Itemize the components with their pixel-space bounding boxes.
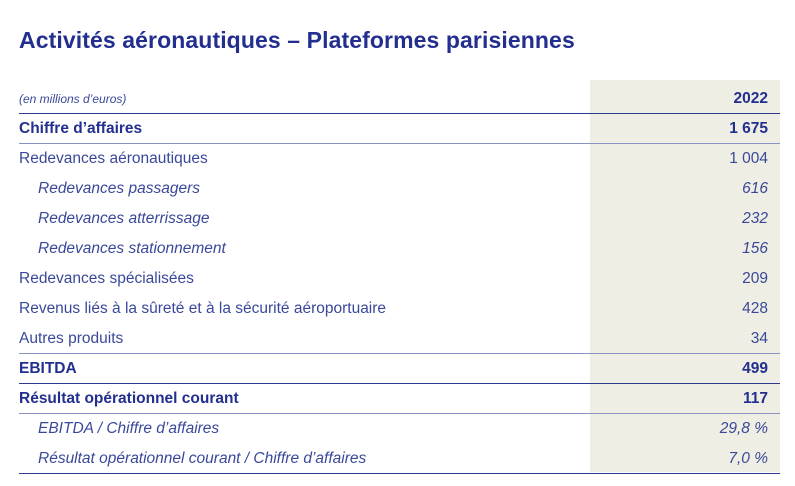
table-row: [19, 294, 780, 324]
row-value: 428: [742, 300, 768, 317]
row-label: Redevances aéronautiques: [19, 150, 208, 167]
row-label: Redevances atterrissage: [38, 210, 210, 227]
row-value: 117: [742, 389, 768, 407]
table-row: [19, 234, 780, 264]
row-label: Autres produits: [19, 329, 124, 347]
financial-table: [19, 84, 780, 474]
row-label: EBITDA / Chiffre d’affaires: [38, 420, 220, 437]
table-row: [19, 114, 780, 144]
year-header: 2022: [733, 89, 768, 107]
row-value: 1 675: [729, 119, 768, 137]
table-row: [19, 324, 780, 354]
row-label: EBITDA: [19, 359, 77, 377]
row-label: Redevances passagers: [38, 180, 200, 197]
row-label: Revenus liés à la sûreté et à la sécurité aéroportuaire: [19, 300, 387, 317]
row-label: Résultat opérationnel courant: [19, 389, 239, 407]
row-label: Résultat opérationnel courant / Chiffre d’affaires: [38, 449, 367, 467]
table-row: [19, 384, 780, 414]
page-title: Activités aéronautiques – Plateformes parisiennes: [19, 27, 575, 53]
row-value: 209: [742, 270, 768, 287]
table-row: [19, 444, 780, 474]
row-value: 7,0 %: [728, 449, 768, 467]
row-value: 156: [742, 240, 768, 257]
row-value: 499: [742, 359, 768, 377]
row-value: 1 004: [729, 150, 768, 167]
table-row: [19, 174, 780, 204]
table-row: [19, 264, 780, 294]
unit-label: (en millions d’euros): [19, 91, 127, 106]
table-row: [19, 204, 780, 234]
row-value: 232: [742, 210, 768, 227]
row-label: Redevances stationnement: [38, 240, 226, 257]
table-row: [19, 354, 780, 384]
row-label: Redevances spécialisées: [19, 270, 194, 287]
table-header-row: [19, 84, 780, 114]
table-row: [19, 414, 780, 444]
row-label: Chiffre d’affaires: [19, 119, 143, 137]
row-value: 29,8 %: [719, 420, 768, 437]
row-value: 616: [742, 180, 768, 197]
row-value: 34: [750, 329, 768, 347]
table-row: [19, 144, 780, 174]
